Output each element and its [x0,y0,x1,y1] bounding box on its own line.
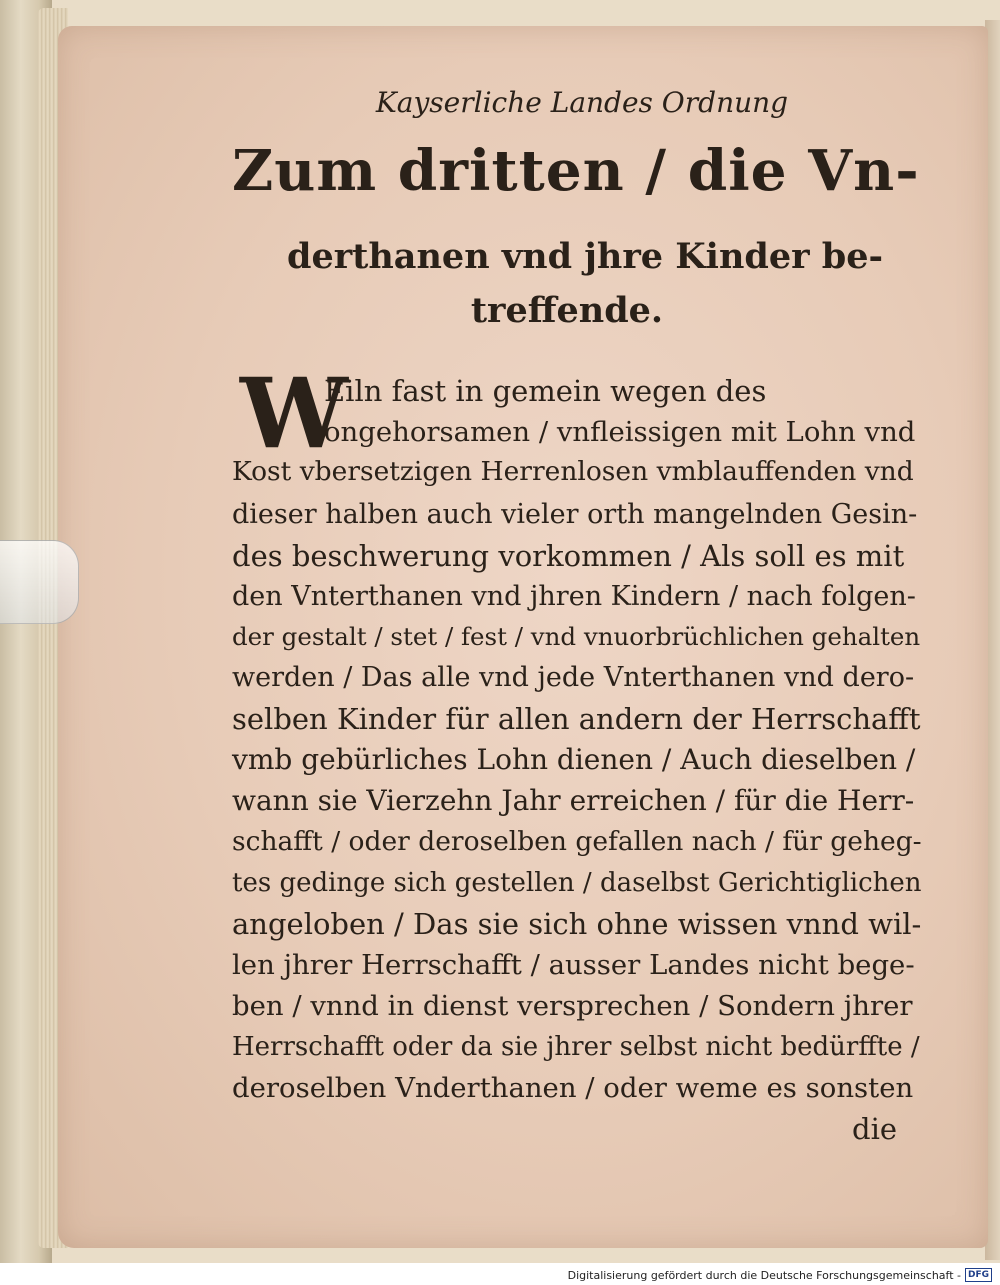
body-line: Kost vbersetzigen Herrenlosen vmblauffenden vnd [232,456,914,487]
body-line: tes gedinge sich gestellen / daselbst Gerichtiglichen [232,868,922,898]
section-heading: Zum dritten / die Vn- [232,138,920,204]
body-line: dieser halben auch vieler orth mangelnden Gesin- [232,499,918,530]
body-line: ongehorsamen / vnfleissigen mit Lohn vnd [324,416,916,448]
body-line: der gestalt / stet / fest / vnd vnuorbrüchlichen gehalten [232,622,921,651]
body-line: Herrschafft oder da sie jhrer selbst nicht bedürffte / [232,1032,920,1062]
body-line: wann sie Vierzehn Jahr erreichen / für die Herr- [232,784,915,817]
body-line: angeloben / Das sie sich ohne wissen vnnd wil- [232,907,922,941]
body-line: schafft / oder deroselben gefallen nach / für geheg- [232,826,922,857]
drop-cap-initial: W [240,357,348,470]
body-line: selben Kinder für allen andern der Herrschafft [232,702,921,736]
body-line: werden / Das alle vnd jede Vnterthanen vnd dero- [232,662,915,693]
section-heading-line-2: derthanen vnd jhre Kinder be- [287,236,884,277]
bookmark-strip [0,540,79,624]
body-line: des beschwerung vorkommen / Als soll es mit [232,539,905,573]
body-line: vmb gebürliches Lohn dienen / Auch dieselben / [232,743,916,776]
dfg-logo-icon: DFG [965,1268,992,1282]
running-head: Kayserliche Landes Ordnung [375,86,789,119]
footer-text: Digitalisierung gefördert durch die Deutsche Forschungsgemeinschaft - [567,1268,961,1282]
catchword: die [852,1112,898,1146]
section-heading-line-3: treffende. [470,290,664,331]
body-line: den Vnterthanen vnd jhren Kindern / nach folgen- [232,581,916,612]
body-line: ben / vnnd in dienst versprechen / Sondern jhrer [232,990,913,1022]
body-line: Eiln fast in gemein wegen des [324,374,767,408]
body-line: len jhrer Herrschafft / ausser Landes nicht bege- [232,949,915,981]
body-line: deroselben Vnderthanen / oder weme es sonsten [232,1072,914,1104]
digitization-credit [568,1266,992,1284]
